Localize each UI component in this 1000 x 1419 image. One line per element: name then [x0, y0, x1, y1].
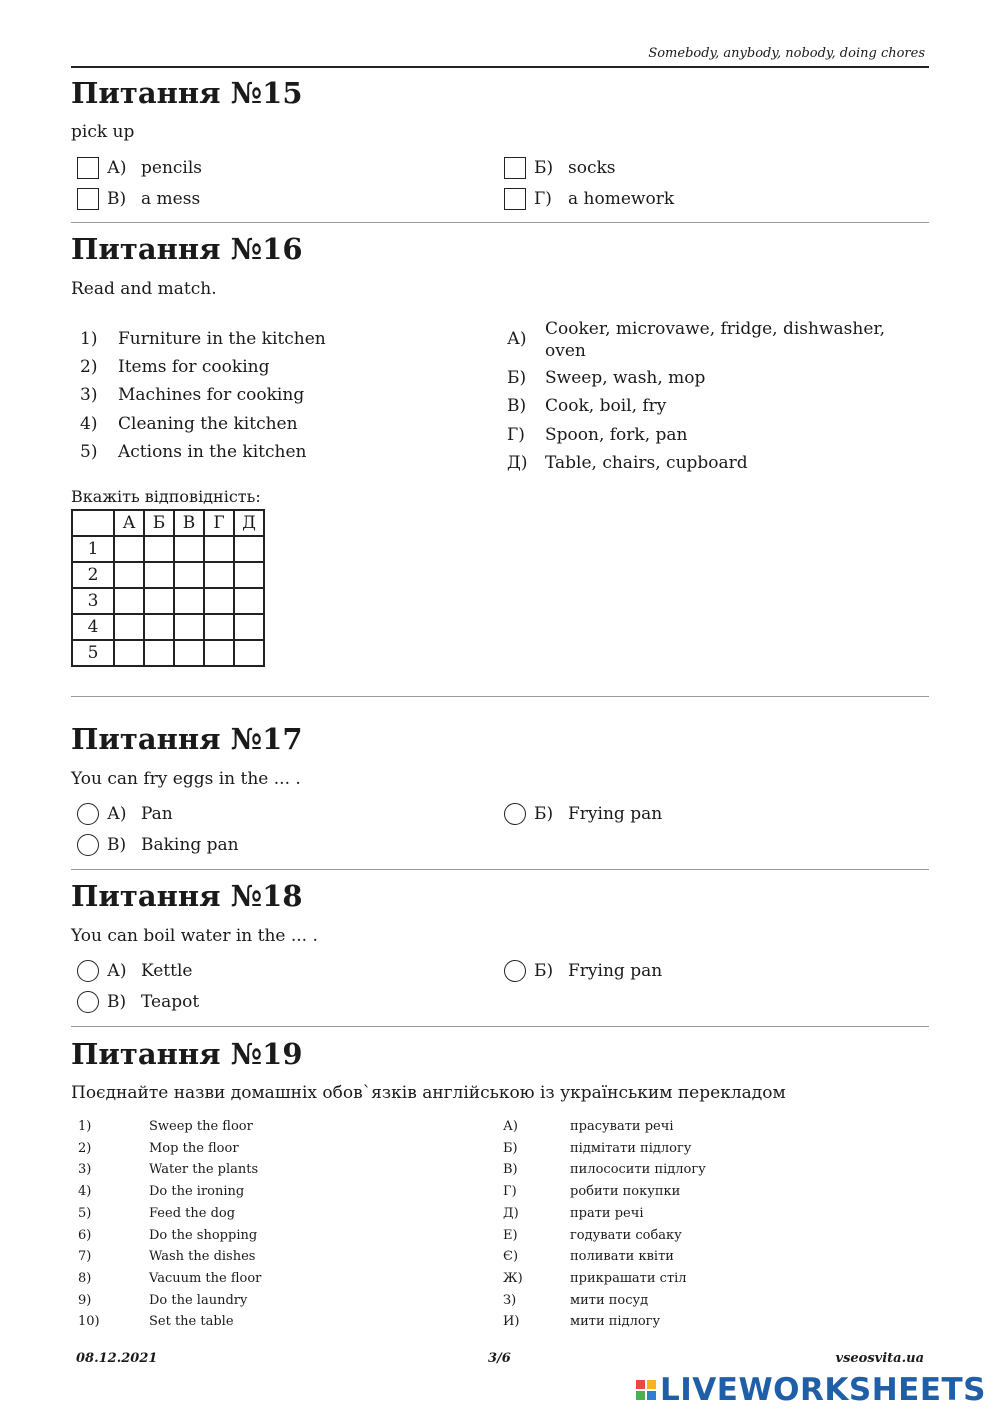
item-letter: З) — [503, 1292, 517, 1308]
item-text: Feed the dog — [149, 1205, 236, 1221]
grid-corner — [72, 510, 114, 536]
q16-right-text: Table, chairs, cupboard — [545, 453, 748, 473]
footer-page-number: 3/6 — [488, 1351, 511, 1366]
logo-block — [647, 1380, 656, 1389]
item-number: 8) — [78, 1270, 92, 1286]
checkbox[interactable] — [504, 157, 526, 179]
option-letter: А) — [107, 158, 127, 178]
item-number: 1) — [78, 1119, 92, 1134]
q19-left-list — [78, 1119, 478, 1419]
grid-cell[interactable] — [114, 562, 144, 588]
radio-button[interactable] — [77, 803, 99, 825]
grid-cell[interactable] — [234, 562, 264, 588]
liveworksheets-logo[interactable] — [636, 1372, 986, 1408]
item-text: Actions in the kitchen — [118, 442, 307, 462]
item-text: Water the plants — [149, 1162, 259, 1178]
section-divider — [71, 222, 929, 223]
answer-grid — [71, 509, 265, 667]
item-text: Furniture in the kitchen — [118, 329, 326, 349]
item-number: 5) — [80, 442, 98, 462]
option-letter: Б) — [534, 961, 554, 981]
question-18-title: Питання №18 — [71, 879, 303, 913]
item-letter: Є) — [503, 1249, 519, 1265]
item-text: мити підлогу — [570, 1314, 661, 1330]
option-letter: В) — [107, 835, 127, 855]
option-letter: А) — [107, 804, 127, 824]
item-letter: И) — [503, 1314, 520, 1330]
item-number: 1) — [80, 329, 98, 349]
item-letter: Ж) — [503, 1270, 523, 1286]
question-17-title: Питання №17 — [71, 722, 303, 756]
grid-cell[interactable] — [174, 614, 204, 640]
item-text: пилососити підлогу — [570, 1162, 706, 1178]
question-16-prompt: Read and match. — [71, 279, 217, 299]
option-text: Pan — [141, 804, 173, 824]
item-letter: Г) — [503, 1184, 517, 1200]
radio-button[interactable] — [77, 834, 99, 856]
q16-right-text: Sweep, wash, mop — [545, 368, 706, 388]
item-number: 5) — [78, 1205, 92, 1221]
option-letter: В) — [107, 189, 127, 209]
question-16-title: Питання №16 — [71, 232, 303, 266]
grid-cell[interactable] — [234, 588, 264, 614]
q16-right-letter: Б) — [507, 368, 527, 388]
q18-option-b[interactable] — [504, 960, 662, 982]
option-text: Baking pan — [141, 835, 239, 855]
logo-block — [636, 1391, 645, 1400]
q15-option-a[interactable] — [77, 157, 202, 179]
item-number: 2) — [78, 1140, 92, 1156]
item-letter: Б) — [503, 1140, 518, 1156]
item-number: 9) — [78, 1292, 92, 1308]
q18-option-a[interactable] — [77, 960, 192, 982]
option-letter: Г) — [534, 189, 552, 209]
item-text: Machines for cooking — [118, 385, 305, 405]
checkbox[interactable] — [504, 188, 526, 210]
radio-button[interactable] — [504, 803, 526, 825]
option-text: a mess — [141, 189, 201, 209]
item-text: Sweep the floor — [149, 1119, 253, 1134]
q16-right-letter: Д) — [507, 453, 528, 473]
item-number: 4) — [78, 1184, 92, 1200]
item-text: мити посуд — [570, 1292, 649, 1308]
item-text: Mop the floor — [149, 1140, 239, 1156]
grid-cell[interactable] — [144, 562, 174, 588]
option-text: a homework — [568, 189, 675, 209]
option-letter: Б) — [534, 804, 554, 824]
grid-cell[interactable] — [204, 588, 234, 614]
item-text: поливати квіти — [570, 1249, 674, 1265]
item-text: прати речі — [570, 1205, 644, 1221]
logo-block — [647, 1391, 656, 1400]
item-text: годувати собаку — [570, 1227, 682, 1243]
grid-col-header: В — [174, 510, 204, 536]
item-letter: А) — [503, 1119, 518, 1134]
q19-right-list — [503, 1119, 903, 1339]
question-15-title: Питання №15 — [71, 76, 303, 110]
footer-date: 08.12.2021 — [76, 1351, 158, 1366]
document-header-title: Somebody, anybody, nobody, doing chores — [648, 46, 925, 61]
grid-cell[interactable] — [174, 562, 204, 588]
logo-block — [636, 1380, 645, 1389]
grid-row-header: 3 — [72, 588, 114, 614]
grid-cell[interactable] — [204, 614, 234, 640]
q16-right-text: Cooker, microvawe, fridge, dishwasher, oven — [545, 319, 886, 361]
item-text: прикрашати стіл — [570, 1270, 687, 1286]
q15-option-g[interactable] — [504, 188, 674, 210]
header-divider — [71, 66, 929, 68]
item-text: прасувати речі — [570, 1119, 674, 1134]
grid-col-header: Б — [144, 510, 174, 536]
section-divider — [71, 696, 929, 697]
option-text: pencils — [141, 158, 203, 178]
grid-cell[interactable] — [234, 614, 264, 640]
checkbox[interactable] — [77, 188, 99, 210]
q17-option-a[interactable] — [77, 803, 173, 825]
grid-cell[interactable] — [204, 536, 234, 562]
question-18-prompt: You can boil water in the ... . — [71, 926, 318, 946]
section-divider — [71, 1026, 929, 1027]
option-text: socks — [568, 158, 616, 178]
q17-option-v[interactable] — [77, 834, 239, 856]
q15-option-b[interactable] — [504, 157, 616, 179]
grid-cell[interactable] — [144, 588, 174, 614]
item-text: Set the table — [149, 1314, 234, 1330]
item-number: 7) — [78, 1249, 92, 1265]
item-text: Vacuum the floor — [149, 1270, 262, 1286]
option-text: Frying pan — [568, 961, 663, 981]
radio-button[interactable] — [77, 991, 99, 1013]
grid-cell[interactable] — [174, 536, 204, 562]
checkbox[interactable] — [77, 157, 99, 179]
item-text: робити покупки — [570, 1184, 681, 1200]
grid-cell[interactable] — [114, 536, 144, 562]
item-text: Items for cooking — [118, 357, 270, 377]
item-text: Wash the dishes — [149, 1249, 256, 1265]
option-text: Teapot — [141, 992, 200, 1012]
section-divider — [71, 869, 929, 870]
item-text: підмітати підлогу — [570, 1140, 692, 1156]
grid-cell[interactable] — [174, 588, 204, 614]
option-letter: А) — [107, 961, 127, 981]
item-letter: В) — [503, 1162, 518, 1178]
grid-cell[interactable] — [144, 536, 174, 562]
item-number: 6) — [78, 1227, 92, 1243]
q17-option-b[interactable] — [504, 803, 662, 825]
grid-row-header: 1 — [72, 536, 114, 562]
grid-col-header: А — [114, 510, 144, 536]
q16-right-text: Spoon, fork, pan — [545, 425, 688, 445]
q16-right-letter: Г) — [507, 425, 525, 445]
grid-cell[interactable] — [204, 640, 234, 666]
option-letter: Б) — [534, 158, 554, 178]
q16-right-letter: В) — [507, 396, 527, 416]
logo-blocks-icon — [636, 1380, 656, 1400]
grid-cell[interactable] — [114, 614, 144, 640]
grid-cell[interactable] — [144, 614, 174, 640]
option-text: Kettle — [141, 961, 193, 981]
grid-row-header: 2 — [72, 562, 114, 588]
item-text: Do the laundry — [149, 1292, 248, 1308]
grid-cell[interactable] — [204, 562, 234, 588]
q18-option-v[interactable] — [77, 991, 199, 1013]
item-number: 10) — [78, 1314, 100, 1330]
grid-cell[interactable] — [114, 640, 144, 666]
item-text: Do the ironing — [149, 1184, 245, 1200]
grid-cell[interactable] — [234, 640, 264, 666]
grid-row-header: 5 — [72, 640, 114, 666]
grid-cell[interactable] — [144, 640, 174, 666]
q16-right-text: Cook, boil, fry — [545, 396, 667, 416]
q15-option-v[interactable] — [77, 188, 200, 210]
logo-text: LIVEWORKSHEETS — [660, 1372, 986, 1408]
grid-cell[interactable] — [174, 640, 204, 666]
item-text: Cleaning the kitchen — [118, 414, 298, 434]
radio-button[interactable] — [504, 960, 526, 982]
item-letter: Е) — [503, 1227, 518, 1243]
grid-row-header: 4 — [72, 614, 114, 640]
item-number: 3) — [80, 385, 98, 405]
item-number: 4) — [80, 414, 98, 434]
answer-grid-label: Вкажіть відповідність: — [71, 487, 261, 506]
question-15-prompt: pick up — [71, 122, 135, 142]
question-17-prompt: You can fry eggs in the ... . — [71, 769, 301, 789]
radio-button[interactable] — [77, 960, 99, 982]
question-19-title: Питання №19 — [71, 1037, 303, 1071]
question-19-prompt: Поєднайте назви домашніх обов`язків англійською із українським перекладом — [71, 1083, 786, 1103]
item-number: 3) — [78, 1162, 92, 1178]
item-number: 2) — [80, 357, 98, 377]
grid-cell[interactable] — [234, 536, 264, 562]
option-text: Frying pan — [568, 804, 663, 824]
footer-site[interactable]: vseosvita.ua — [835, 1351, 924, 1366]
grid-col-header: Д — [234, 510, 264, 536]
grid-col-header: Г — [204, 510, 234, 536]
item-text: Do the shopping — [149, 1227, 258, 1243]
grid-cell[interactable] — [114, 588, 144, 614]
q16-right-letter: А) — [507, 329, 527, 349]
item-letter: Д) — [503, 1205, 519, 1221]
option-letter: В) — [107, 992, 127, 1012]
